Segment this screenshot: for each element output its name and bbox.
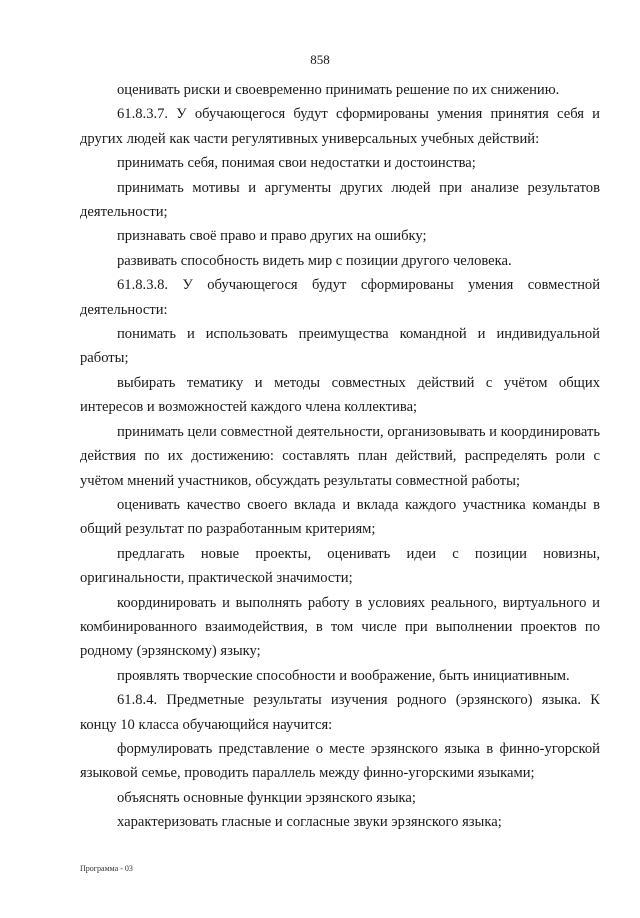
paragraph: характеризовать гласные и согласные звуки эрзянского языка; bbox=[117, 814, 502, 831]
paragraph: предлагать новые проекты, оценивать идеи с позиции новизны, оригинальности, практической значимости; bbox=[80, 545, 600, 587]
paragraph: развивать способность видеть мир с позиции другого человека. bbox=[117, 252, 512, 269]
paragraph: принимать себя, понимая свои недостатки и достоинства; bbox=[117, 155, 476, 172]
paragraph: понимать и использовать преимущества командной и индивидуальной работы; bbox=[80, 326, 600, 367]
paragraph: оценивать риски и своевременно принимать решение по их снижению. bbox=[117, 82, 560, 98]
paragraph: проявлять творческие способности и воображение, быть инициативным. bbox=[117, 667, 570, 684]
paragraph: признавать своё право и право других на ошибку; bbox=[117, 228, 427, 245]
paragraph: 61.8.3.7. У обучающегося будут сформированы умения принятия себя и других людей как части регулятивных универсальных учебных действий: bbox=[80, 106, 600, 147]
paragraph: 61.8.3.8. У обучающегося будут сформированы умения совместной деятельности: bbox=[80, 277, 600, 318]
paragraph: координировать и выполнять работу в условиях реального, виртуального и комбинированного взаимодействия, в том числе при выполнении проектов по родному (эрзянскому) языку; bbox=[80, 594, 600, 660]
page-number: 858 bbox=[310, 52, 330, 67]
paragraph: принимать цели совместной деятельности, организовывать и координировать действия по их достижению: составлять план действий, распределять роли с учётом мнений участников, обсуждать результаты совместной работы; bbox=[80, 423, 600, 489]
paragraph: оценивать качество своего вклада и вклада каждого участника команды в общий результат по разработанным критериям; bbox=[80, 496, 600, 538]
paragraph: формулировать представление о месте эрзянского языка в финно-угорской языковой семье, проводить параллель между финно-угорскими языками; bbox=[80, 740, 600, 782]
paragraph: принимать мотивы и аргументы других людей при анализе результатов деятельности; bbox=[80, 179, 600, 221]
paragraph: объяснять основные функции эрзянского языка; bbox=[117, 789, 416, 806]
paragraph: выбирать тематику и методы совместных действий с учётом общих интересов и возможностей каждого члена коллектива; bbox=[80, 374, 600, 416]
document-body bbox=[80, 78, 600, 835]
footer-program-label: Программа - 03 bbox=[80, 864, 133, 873]
paragraph: 61.8.4. Предметные результаты изучения родного (эрзянского) языка. К концу 10 класса обучающийся научится: bbox=[80, 692, 600, 733]
